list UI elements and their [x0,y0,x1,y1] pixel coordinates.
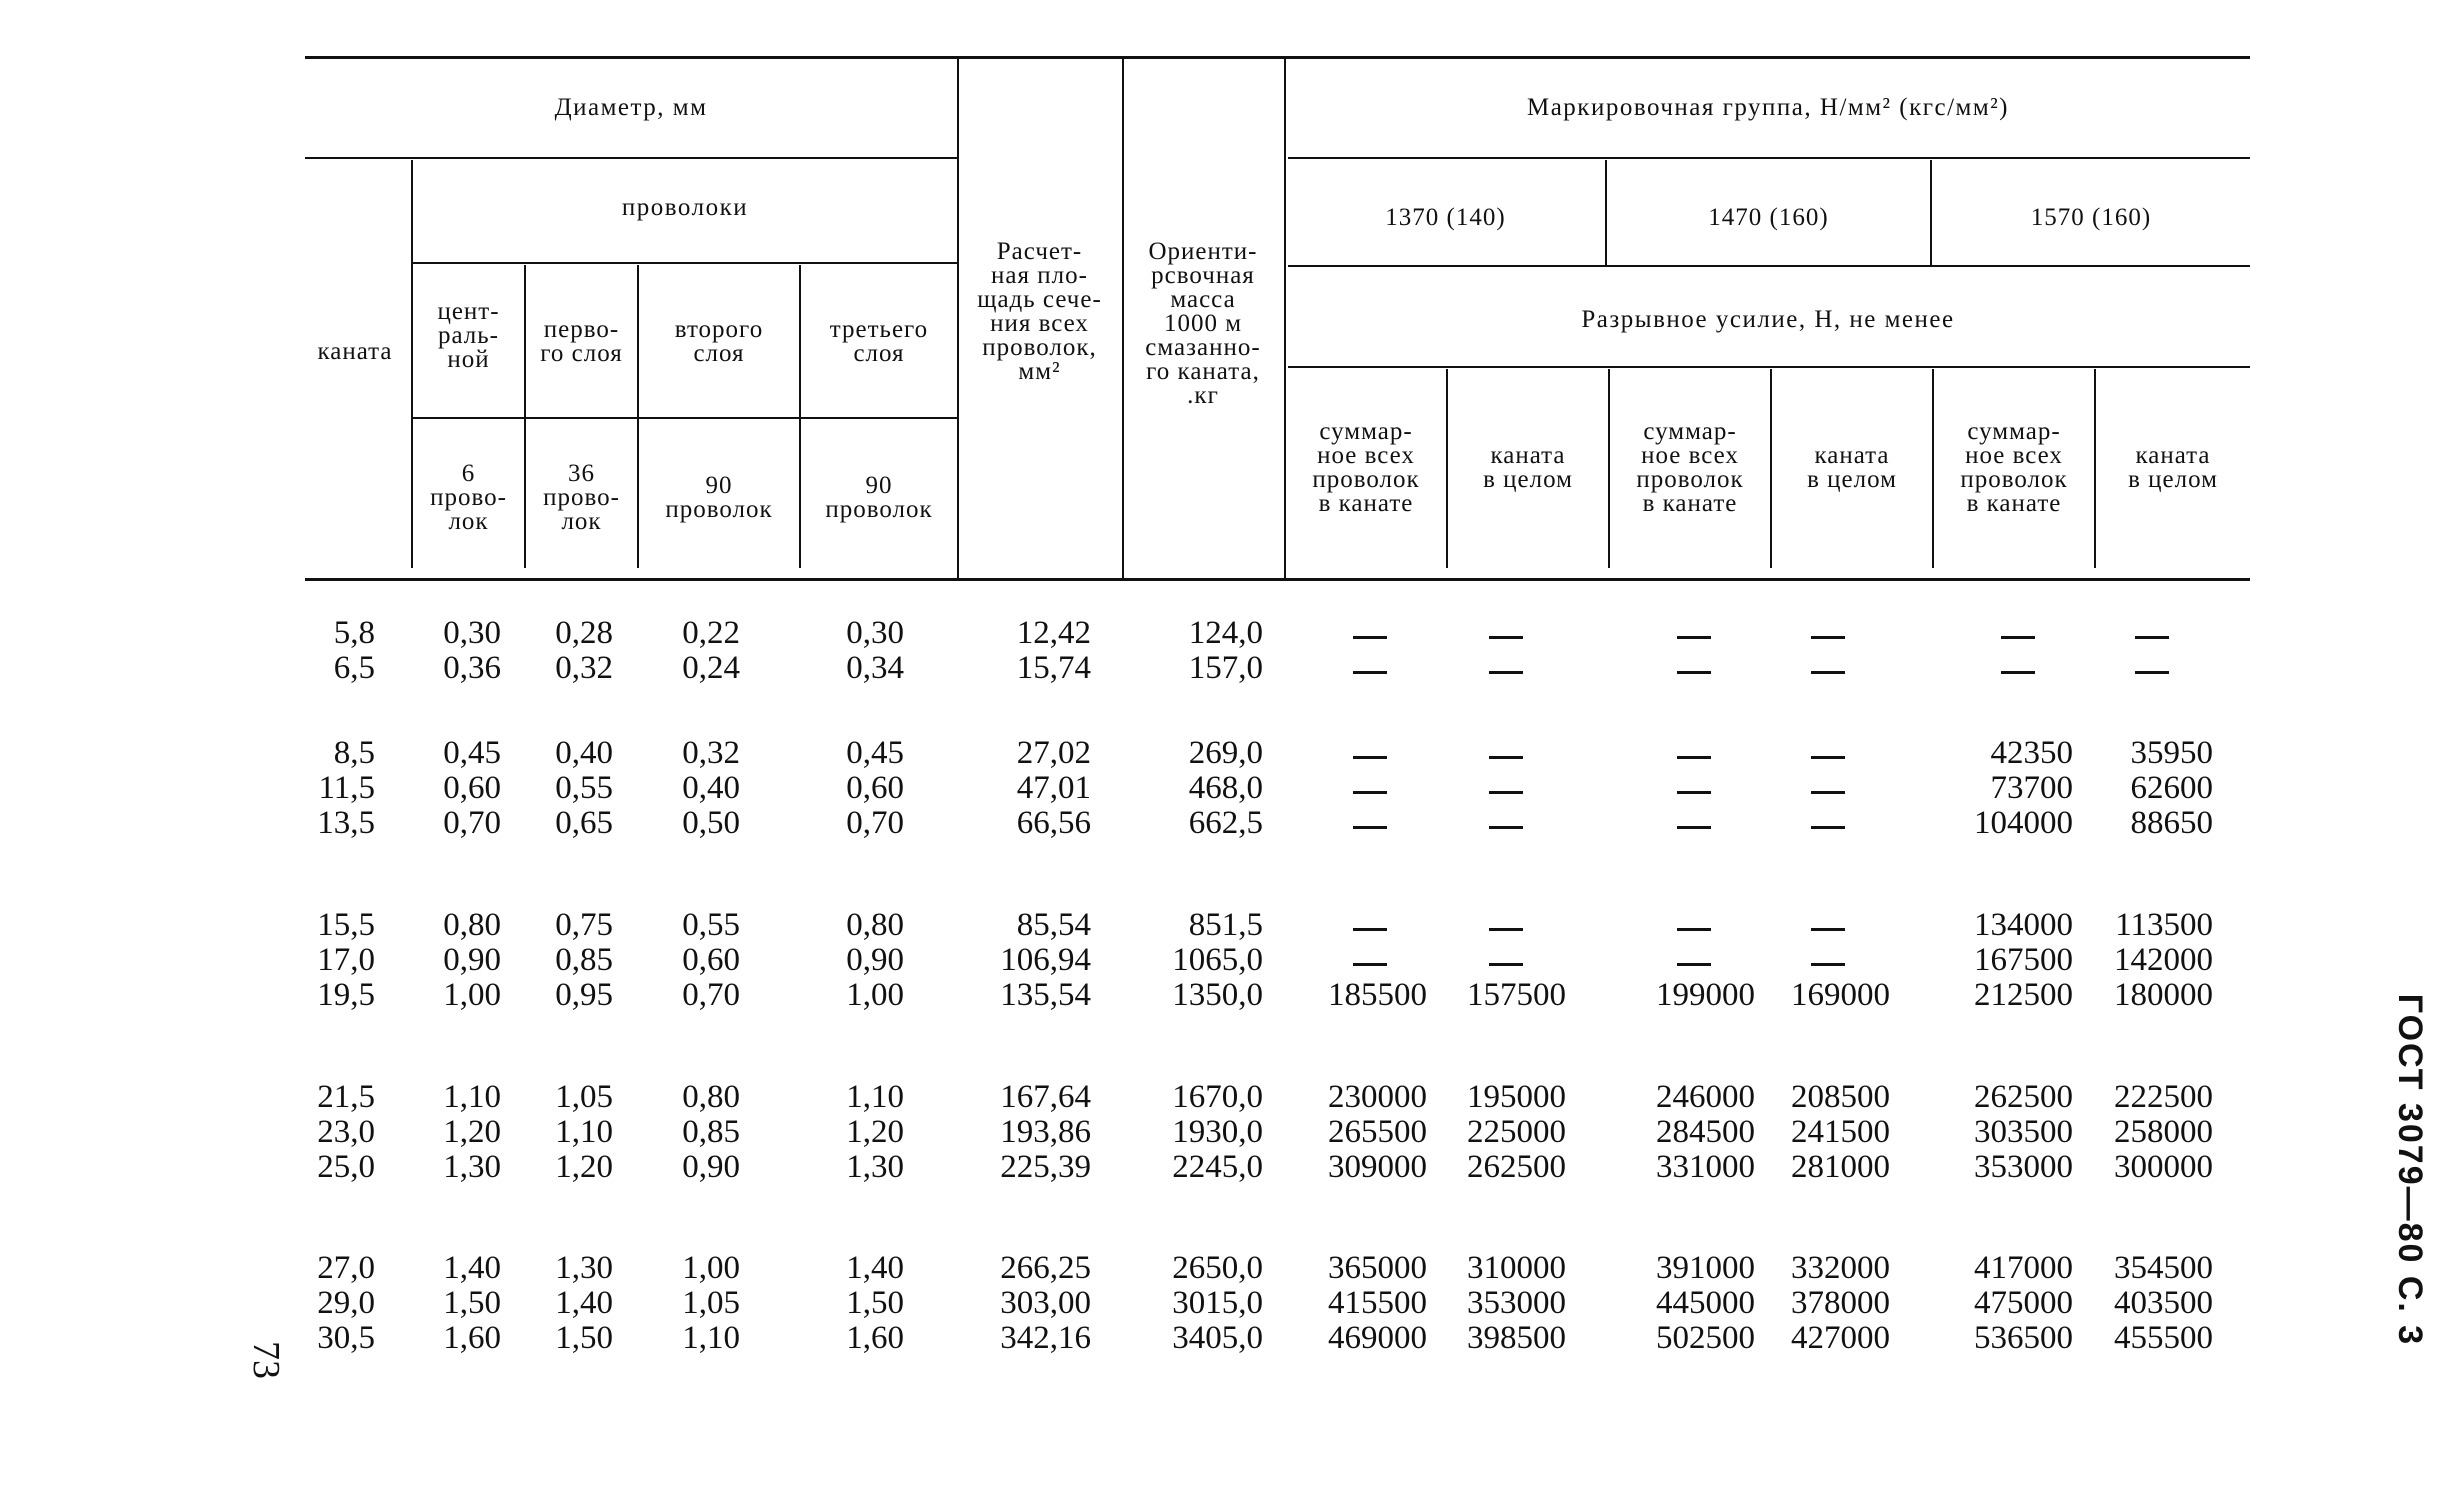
rope-diameter-cell: 27,0 [317,1250,375,1286]
second-layer-cell: 1,05 [682,1285,740,1321]
rope-diameter-cell: 17,0 [317,942,375,978]
g3-sum-cell: 167500 [1974,942,2073,978]
dash-mark [1353,791,1387,794]
central-wire-cell: 0,80 [443,907,501,943]
g1-sum-cell: 185500 [1328,977,1427,1013]
g3-sum-cell: 212500 [1974,977,2073,1013]
breaking-underline [1288,366,2250,368]
g3-sum-cell: 104000 [1974,805,2073,841]
dash-mark [1489,791,1523,794]
dash-mark [1811,636,1845,639]
dash-mark [1677,756,1711,759]
third-layer-cell: 1,50 [846,1285,904,1321]
central-wire-cell: 1,50 [443,1285,501,1321]
mass-cell: 1670,0 [1172,1079,1263,1115]
mass-cell: 1350,0 [1172,977,1263,1013]
mass-cell: 124,0 [1188,615,1263,651]
group-1570-header: 1570 (160) [2030,204,2152,231]
dash-mark [2001,636,2035,639]
dash-mark [1677,826,1711,829]
g2-rope-cell: 169000 [1791,977,1890,1013]
second-layer-cell: 0,50 [682,805,740,841]
g1-rope-cell: 157500 [1467,977,1566,1013]
second-layer-cell: 0,55 [682,907,740,943]
g3-rope-cell: 403500 [2114,1285,2213,1321]
g2-sum-cell: 445000 [1656,1285,1755,1321]
first-layer-header: перво- го слоя [540,316,623,367]
central-wire-cell: 0,36 [443,650,501,686]
mass-cell: 3405,0 [1172,1320,1263,1356]
central-header: цент- раль- ной [437,298,500,373]
dash-mark [2135,636,2169,639]
rope-diameter-cell: 6,5 [333,650,375,686]
second-count-header: 90 проволок [665,472,773,523]
third-layer-cell: 0,70 [846,805,904,841]
dash-mark [1353,636,1387,639]
g1-rope-cell: 353000 [1467,1285,1566,1321]
first-count-header: 36 прово- лок [543,460,620,535]
first-layer-cell: 0,32 [555,650,613,686]
dash-mark [1489,756,1523,759]
layer-underline [413,417,957,419]
area-cell: 47,01 [1016,770,1091,806]
wires-header: проволоки [621,194,749,221]
g2-rope-cell: 241500 [1791,1114,1890,1150]
breaking-force-header: Разрывное усилие, Н, не менее [1581,306,1955,333]
third-count-header: 90 проволок [825,472,933,523]
third-layer-cell: 0,45 [846,735,904,771]
wires-underline [413,262,957,264]
central-wire-cell: 1,60 [443,1320,501,1356]
first-layer-cell: 0,55 [555,770,613,806]
dash-mark [1353,826,1387,829]
marking-underline [1288,157,2250,159]
group-1370-header: 1370 (140) [1385,204,1506,231]
g1-rope-cell: 310000 [1467,1250,1566,1286]
second-layer-cell: 1,10 [682,1320,740,1356]
g1-rope-cell: 398500 [1467,1320,1566,1356]
mass-cell: 1065,0 [1172,942,1263,978]
g3-sum-cell: 417000 [1974,1250,2073,1286]
area-cell: 225,39 [1000,1149,1091,1185]
rope-diameter-cell: 5,8 [333,615,375,651]
first-layer-cell: 1,10 [555,1114,613,1150]
rope-diameter-cell: 13,5 [317,805,375,841]
g3-rope-header: каната в целом [2128,442,2218,493]
central-wire-cell: 1,10 [443,1079,501,1115]
rope-diameter-cell: 29,0 [317,1285,375,1321]
mass-cell: 269,0 [1188,735,1263,771]
dash-mark [1677,963,1711,966]
mass-cell: 2650,0 [1172,1250,1263,1286]
second-layer-cell: 0,22 [682,615,740,651]
rope-diameter-cell: 11,5 [318,770,375,806]
third-layer-cell: 1,20 [846,1114,904,1150]
mass-cell: 1930,0 [1172,1114,1263,1150]
g3-sum-header: суммар- ное всех проволок в канате [1960,418,2068,517]
third-layer-cell: 0,60 [846,770,904,806]
area-cell: 303,00 [1000,1285,1091,1321]
rope-diameter-cell: 21,5 [317,1079,375,1115]
table-top-rule [305,56,2250,59]
mass-cell: 468,0 [1188,770,1263,806]
third-layer-cell: 1,30 [846,1149,904,1185]
g3-sum-cell: 475000 [1974,1285,2073,1321]
dash-mark [1489,928,1523,931]
mass-cell: 851,5 [1188,907,1263,943]
g2-sum-header: суммар- ное всех проволок в канате [1636,418,1744,517]
second-layer-cell: 0,90 [682,1149,740,1185]
g3-rope-cell: 180000 [2114,977,2213,1013]
first-layer-cell: 0,40 [555,735,613,771]
g3-sum-cell: 303500 [1974,1114,2073,1150]
g3-sum-cell: 353000 [1974,1149,2073,1185]
rope-diameter-cell: 25,0 [317,1149,375,1185]
first-layer-cell: 1,40 [555,1285,613,1321]
standard-caption: ГОСТ 3079—80 С. 3 [2391,993,2429,1347]
first-layer-cell: 0,85 [555,942,613,978]
area-cell: 27,02 [1016,735,1091,771]
central-wire-cell: 0,90 [443,942,501,978]
second-layer-cell: 0,80 [682,1079,740,1115]
rope-diameter-cell: 30,5 [317,1320,375,1356]
col-divider [799,265,801,568]
g1-rope-header: каната в целом [1483,442,1573,493]
mass-cell: 157,0 [1188,650,1263,686]
col-divider [637,265,639,568]
groups-underline [1288,265,2250,267]
central-wire-cell: 0,45 [443,735,501,771]
dash-mark [1489,671,1523,674]
central-wire-cell: 1,40 [443,1250,501,1286]
g3-rope-cell: 62600 [2130,770,2213,806]
rope-diameter-cell: 23,0 [317,1114,375,1150]
g3-rope-cell: 455500 [2114,1320,2213,1356]
g1-sum-cell: 365000 [1328,1250,1427,1286]
dash-mark [1677,791,1711,794]
g2-sum-cell: 199000 [1656,977,1755,1013]
first-layer-cell: 0,65 [555,805,613,841]
mass-cell: 3015,0 [1172,1285,1263,1321]
dash-mark [1489,963,1523,966]
diameter-header: Диаметр, мм [554,94,708,121]
area-cell: 106,94 [1000,942,1091,978]
g1-rope-cell: 225000 [1467,1114,1566,1150]
g2-rope-cell: 378000 [1791,1285,1890,1321]
g2-rope-cell: 281000 [1791,1149,1890,1185]
central-wire-cell: 0,30 [443,615,501,651]
g3-sum-cell: 134000 [1974,907,2073,943]
third-layer-cell: 0,90 [846,942,904,978]
dash-mark [1811,756,1845,759]
second-layer-cell: 0,32 [682,735,740,771]
mass-cell: 662,5 [1188,805,1263,841]
g3-sum-cell: 73700 [1990,770,2073,806]
dash-mark [1811,671,1845,674]
central-wire-cell: 1,30 [443,1149,501,1185]
g3-rope-cell: 222500 [2114,1079,2213,1115]
dash-mark [1353,928,1387,931]
third-layer-cell: 0,34 [846,650,904,686]
g2-sum-cell: 391000 [1656,1250,1755,1286]
g2-sum-cell: 331000 [1656,1149,1755,1185]
mass-header: Ориенти- рсвочная масса 1000 м смазанно- го каната, .кг [1145,238,1261,409]
third-layer-cell: 1,40 [846,1250,904,1286]
g3-sum-cell: 536500 [1974,1320,2073,1356]
second-layer-cell: 0,40 [682,770,740,806]
g1-sum-cell: 469000 [1328,1320,1427,1356]
rope-diameter-cell: 8,5 [333,735,375,771]
g3-rope-cell: 88650 [2130,805,2213,841]
dash-mark [1353,671,1387,674]
dash-mark [1811,826,1845,829]
area-header: Расчет- ная пло- щадь сече- ния всех проволок, мм² [977,238,1102,385]
area-cell: 342,16 [1000,1320,1091,1356]
third-layer-cell: 1,10 [846,1079,904,1115]
third-layer-cell: 0,30 [846,615,904,651]
g2-rope-header: каната в целом [1807,442,1897,493]
area-cell: 266,25 [1000,1250,1091,1286]
first-layer-cell: 1,30 [555,1250,613,1286]
g1-sum-cell: 230000 [1328,1079,1427,1115]
first-layer-cell: 1,05 [555,1079,613,1115]
g2-sum-cell: 284500 [1656,1114,1755,1150]
second-layer-cell: 0,70 [682,977,740,1013]
g2-rope-cell: 332000 [1791,1250,1890,1286]
group-1470-header: 1470 (160) [1708,204,1829,231]
central-wire-cell: 0,70 [443,805,501,841]
rope-diameter-cell: 19,5 [317,977,375,1013]
second-layer-header: второго слоя [674,316,764,367]
g1-sum-cell: 415500 [1328,1285,1427,1321]
area-cell: 85,54 [1016,907,1091,943]
g1-rope-cell: 262500 [1467,1149,1566,1185]
area-cell: 12,42 [1016,615,1091,651]
g2-sum-cell: 502500 [1656,1320,1755,1356]
g3-rope-cell: 354500 [2114,1250,2213,1286]
mass-cell: 2245,0 [1172,1149,1263,1185]
dash-mark [1811,963,1845,966]
g2-rope-cell: 208500 [1791,1079,1890,1115]
second-layer-cell: 0,85 [682,1114,740,1150]
third-layer-cell: 0,80 [846,907,904,943]
first-layer-cell: 0,28 [555,615,613,651]
first-layer-cell: 1,20 [555,1149,613,1185]
central-count-header: 6 прово- лок [430,460,507,535]
area-cell: 66,56 [1016,805,1091,841]
dash-mark [2135,671,2169,674]
g3-rope-cell: 35950 [2130,735,2213,771]
second-layer-cell: 1,00 [682,1250,740,1286]
dash-mark [1811,928,1845,931]
area-cell: 193,86 [1000,1114,1091,1150]
g3-rope-cell: 300000 [2114,1149,2213,1185]
g1-sum-cell: 265500 [1328,1114,1427,1150]
third-layer-header: третьего слоя [829,316,929,367]
g2-rope-cell: 427000 [1791,1320,1890,1356]
area-cell: 135,54 [1000,977,1091,1013]
g2-sum-cell: 246000 [1656,1079,1755,1115]
dash-mark [1677,928,1711,931]
second-layer-cell: 0,60 [682,942,740,978]
dash-mark [1489,826,1523,829]
third-layer-cell: 1,60 [846,1320,904,1356]
dash-mark [1677,671,1711,674]
second-layer-cell: 0,24 [682,650,740,686]
g1-sum-cell: 309000 [1328,1149,1427,1185]
first-layer-cell: 0,95 [555,977,613,1013]
g3-sum-cell: 42350 [1990,735,2073,771]
third-layer-cell: 1,00 [846,977,904,1013]
marking-header: Маркировочная группа, Н/мм² (кгс/мм²) [1526,94,2010,121]
g1-rope-cell: 195000 [1467,1079,1566,1115]
area-cell: 167,64 [1000,1079,1091,1115]
rope-header: каната [317,338,393,365]
header-bottom-rule [305,578,2250,581]
g3-sum-cell: 262500 [1974,1079,2073,1115]
rope-diameter-cell: 15,5 [317,907,375,943]
g1-sum-header: суммар- ное всех проволок в канате [1312,418,1420,517]
dash-mark [1353,756,1387,759]
dash-mark [1489,636,1523,639]
central-wire-cell: 1,20 [443,1114,501,1150]
area-cell: 15,74 [1016,650,1091,686]
g3-rope-cell: 258000 [2114,1114,2213,1150]
first-layer-cell: 0,75 [555,907,613,943]
dash-mark [1353,963,1387,966]
dash-mark [1811,791,1845,794]
diameter-underline [305,157,957,159]
central-wire-cell: 0,60 [443,770,501,806]
dash-mark [2001,671,2035,674]
central-wire-cell: 1,00 [443,977,501,1013]
dash-mark [1677,636,1711,639]
g3-rope-cell: 113500 [2115,907,2213,943]
first-layer-cell: 1,50 [555,1320,613,1356]
g3-rope-cell: 142000 [2114,942,2213,978]
page-number: 73 [245,1341,287,1379]
